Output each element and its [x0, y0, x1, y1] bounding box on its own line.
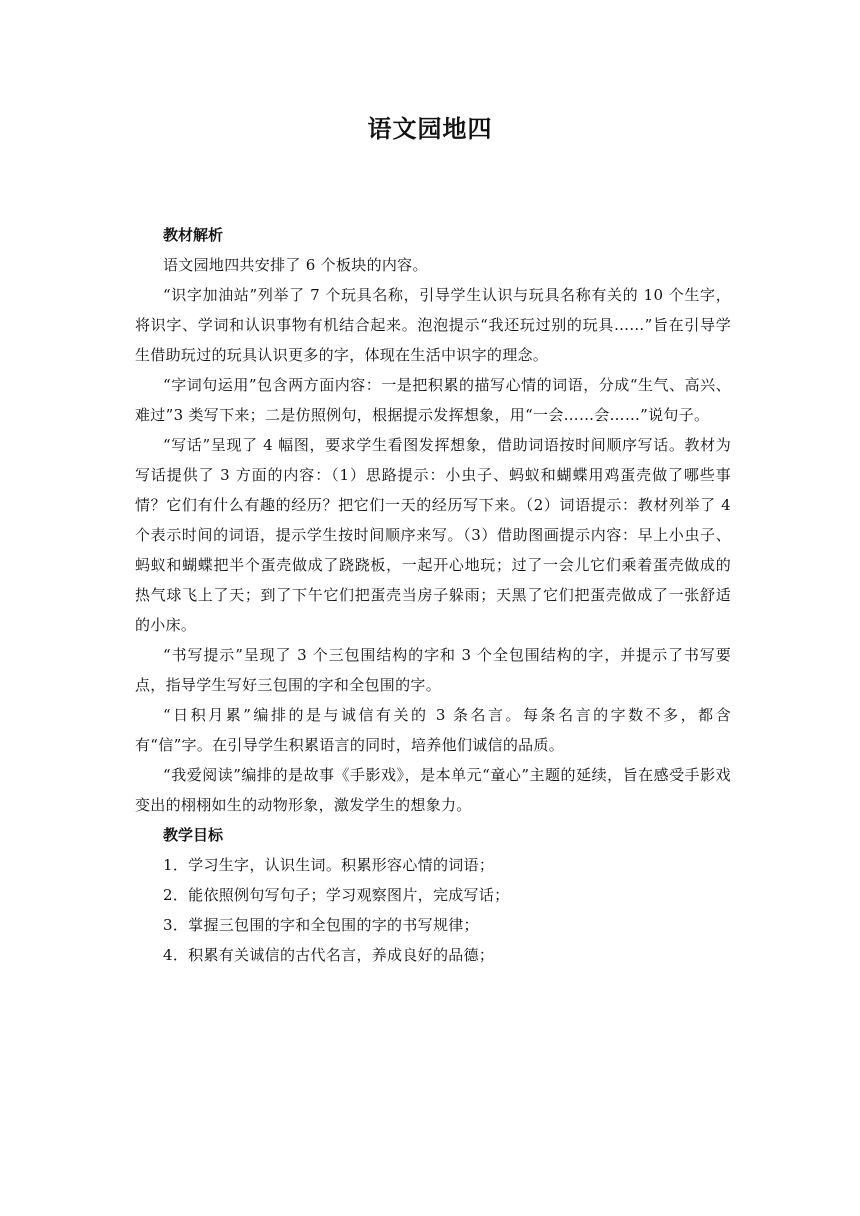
list-item: 2．能依照例句写句子；学习观察图片，完成写话；	[163, 886, 510, 904]
paragraph: “日积月累”编排的是与诚信有关的 3 条名言。每条名言的字数不多，都含有“信”字。在引导学生积累语言的同时，培养他们诚信的品质。	[135, 706, 731, 754]
list-item: 3．掌握三包围的字和全包围的字的书写规律；	[163, 916, 479, 934]
list-item: 1．学习生字，认识生词。积累形容心情的词语；	[163, 856, 495, 874]
paragraph: “识字加油站”列举了 7 个玩具名称，引导学生认识与玩具名称有关的 10 个生字，将识字、学词和认识事物有机结合起来。泡泡提示“我还玩过别的玩具……”旨在引导学生借助玩过的玩具认识更多的字，体现在生活中识字的理念。	[135, 286, 731, 364]
document-body	[135, 220, 731, 970]
list-item: 4．积累有关诚信的古代名言，养成良好的品德；	[163, 946, 495, 964]
paragraph: “我爱阅读”编排的是故事《手影戏》，是本单元“童心”主题的延续，旨在感受手影戏变出的栩栩如生的动物形象，激发学生的想象力。	[135, 766, 731, 814]
page-title: 语文园地四	[367, 115, 493, 143]
section-heading-analysis: 教材解析	[163, 226, 224, 244]
paragraph: “书写提示”呈现了 3 个三包围结构的字和 3 个全包围结构的字，并提示了书写要点，指导学生写好三包围的字和全包围的字。	[135, 646, 731, 694]
paragraph: “写话”呈现了 4 幅图，要求学生看图发挥想象，借助词语按时间顺序写话。教材为写话提供了 3 方面的内容：（1）思路提示：小虫子、蚂蚁和蝴蝶用鸡蛋壳做了哪些事情？它们有什么有趣的经历？把它们一天的经历写下来。（2）词语提示：教材列举了 4 个表示时间的词语，提示学生按时间顺序来写。（3）借助图画提示内容：早上小虫子、蚂蚁和蝴蝶把半个蛋壳做成了跷跷板，一起开心地玩；过了一会儿它们乘着蛋壳做成的热气球飞上了天；到了下午它们把蛋壳当房子躲雨；天黑了它们把蛋壳做成了一张舒适的小床。	[135, 436, 731, 634]
paragraph: “字词句运用”包含两方面内容：一是把积累的描写心情的词语，分成“生气、高兴、难过”3 类写下来；二是仿照例句，根据提示发挥想象，用“一会……会……”说句子。	[135, 376, 731, 424]
section-heading-goals: 教学目标	[163, 826, 224, 844]
paragraph: 语文园地四共安排了 6 个板块的内容。	[163, 256, 428, 274]
